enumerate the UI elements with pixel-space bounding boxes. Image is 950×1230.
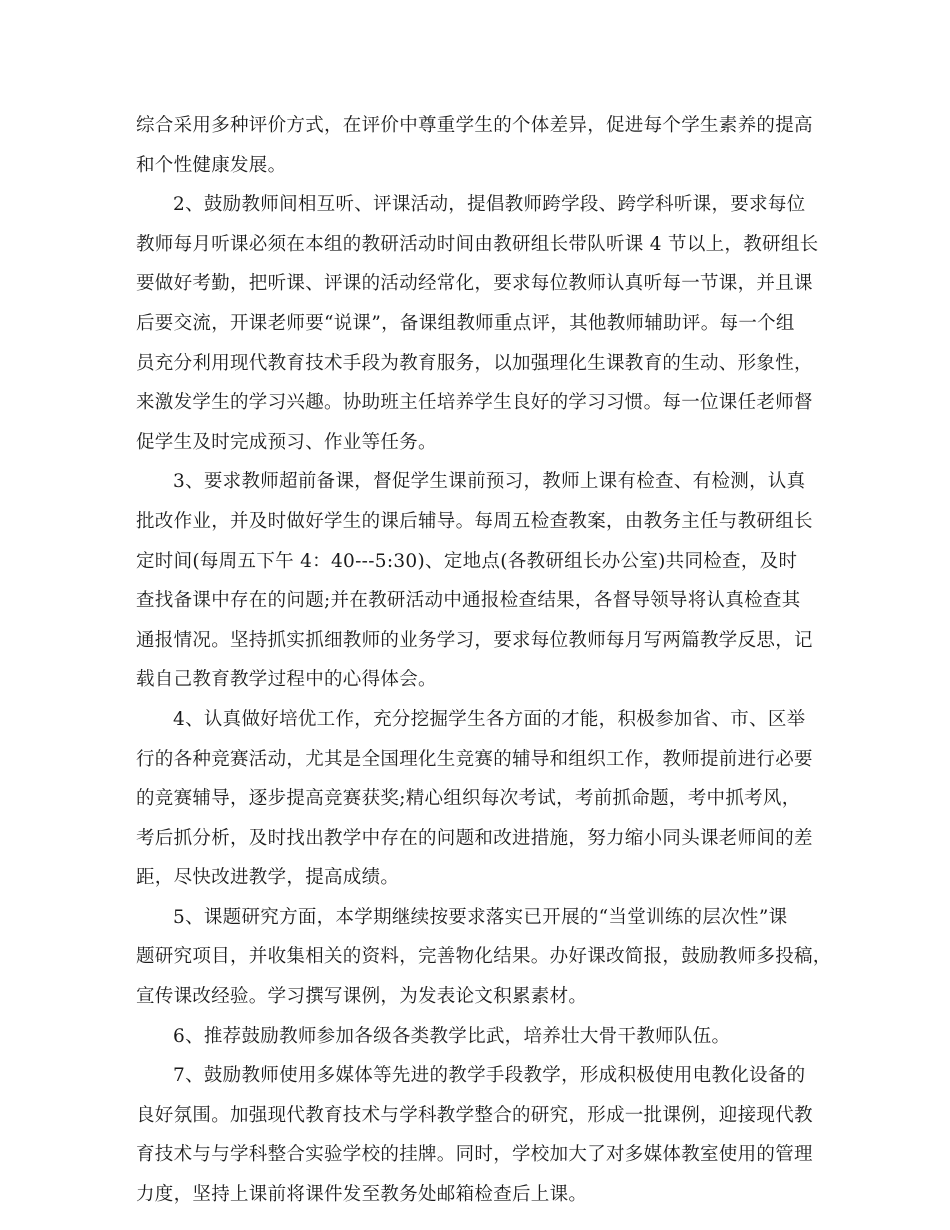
text-line: 行的各种竞赛活动，尤其是全国理化生竞赛的辅导和组织工作，教师提前进行必要: [136, 748, 813, 770]
text-line: 3、要求教师超前备课，督促学生课前预习，教师上课有检查、有检测，认真: [173, 471, 806, 493]
text-line: 6、推荐鼓励教师参加各级各类教学比武，培养壮大骨干教师队伍。: [173, 1025, 731, 1047]
text-line: 通报情况。坚持抓实抓细教师的业务学习，要求每位教师每月写两篇教学反思，记: [136, 629, 813, 651]
document-body: [136, 106, 832, 1215]
text-line: 育技术与与学科整合实验学校的挂牌。同时，学校加大了对多媒体教室使用的管理: [136, 1144, 813, 1166]
text-line: 员充分利用现代教育技术手段为教育服务，以加强理化生课教育的生动、形象性，: [136, 352, 813, 374]
text-line: 后要交流，开课老师要“说课”，备课组教师重点评，其他教师辅助评。每一个组: [136, 312, 795, 334]
text-line: 定时间(每周五下午 4：40---5:30)、定地点(各教研组长办公室)共同检查，及时: [136, 550, 798, 572]
text-line: 力度，坚持上课前将课件发至教务处邮箱检查后上课。: [136, 1184, 588, 1206]
text-line: 要做好考勤，把听课、评课的活动经常化，要求每位教师认真听每一节课，并且课: [136, 273, 813, 295]
text-line: 综合采用多种评价方式，在评价中尊重学生的个体差异，促进每个学生素养的提高: [136, 115, 813, 136]
text-line: 宣传课改经验。学习撰写课例，为发表论文积累素材。: [136, 986, 588, 1008]
text-line: 良好氛围。加强现代教育技术与学科教学整合的研究，形成一批课例，迎接现代教: [136, 1104, 813, 1126]
text-line: 5、课题研究方面，本学期继续按要求落实已开展的“当堂训练的层次性”课: [173, 906, 788, 928]
text-line: 题研究项目，并收集相关的资料，完善物化结果。办好课改简报，鼓励教师多投稿，: [136, 946, 832, 968]
text-line: 促学生及时完成预习、作业等任务。: [136, 431, 437, 453]
text-line: 和个性健康发展。: [136, 154, 287, 176]
text-line: 考后抓分析，及时找出教学中存在的问题和改进措施，努力缩小同头课老师间的差: [136, 827, 813, 849]
text-line: 2、鼓励教师间相互听、评课活动，提倡教师跨学段、跨学科听课，要求每位: [173, 194, 806, 216]
text-line: 的竞赛辅导，逐步提高竞赛获奖;精心组织每次考试，考前抓命题，考中抓考风，: [136, 788, 801, 810]
text-line: 4、认真做好培优工作，充分挖掘学生各方面的才能，积极参加省、市、区举: [173, 708, 806, 730]
text-line: 7、鼓励教师使用多媒体等先进的教学手段教学，形成积极使用电教化设备的: [173, 1065, 806, 1087]
text-line: 教师每月听课必须在本组的教研活动时间由教研组长带队听课 4 节以上，教研组长: [136, 233, 819, 255]
text-line: 距，尽快改进教学，提高成绩。: [136, 867, 400, 889]
text-line: 载自己教育教学过程中的心得体会。: [136, 669, 437, 691]
text-line: 来激发学生的学习兴趣。协助班主任培养学生良好的学习习惯。每一位课任老师督: [136, 392, 813, 414]
text-line: 批改作业，并及时做好学生的课后辅导。每周五检查教案，由教务主任与教研组长: [136, 510, 813, 532]
text-line: 查找备课中存在的问题;并在教研活动中通报检查结果，各督导领导将认真检查其: [136, 590, 801, 612]
